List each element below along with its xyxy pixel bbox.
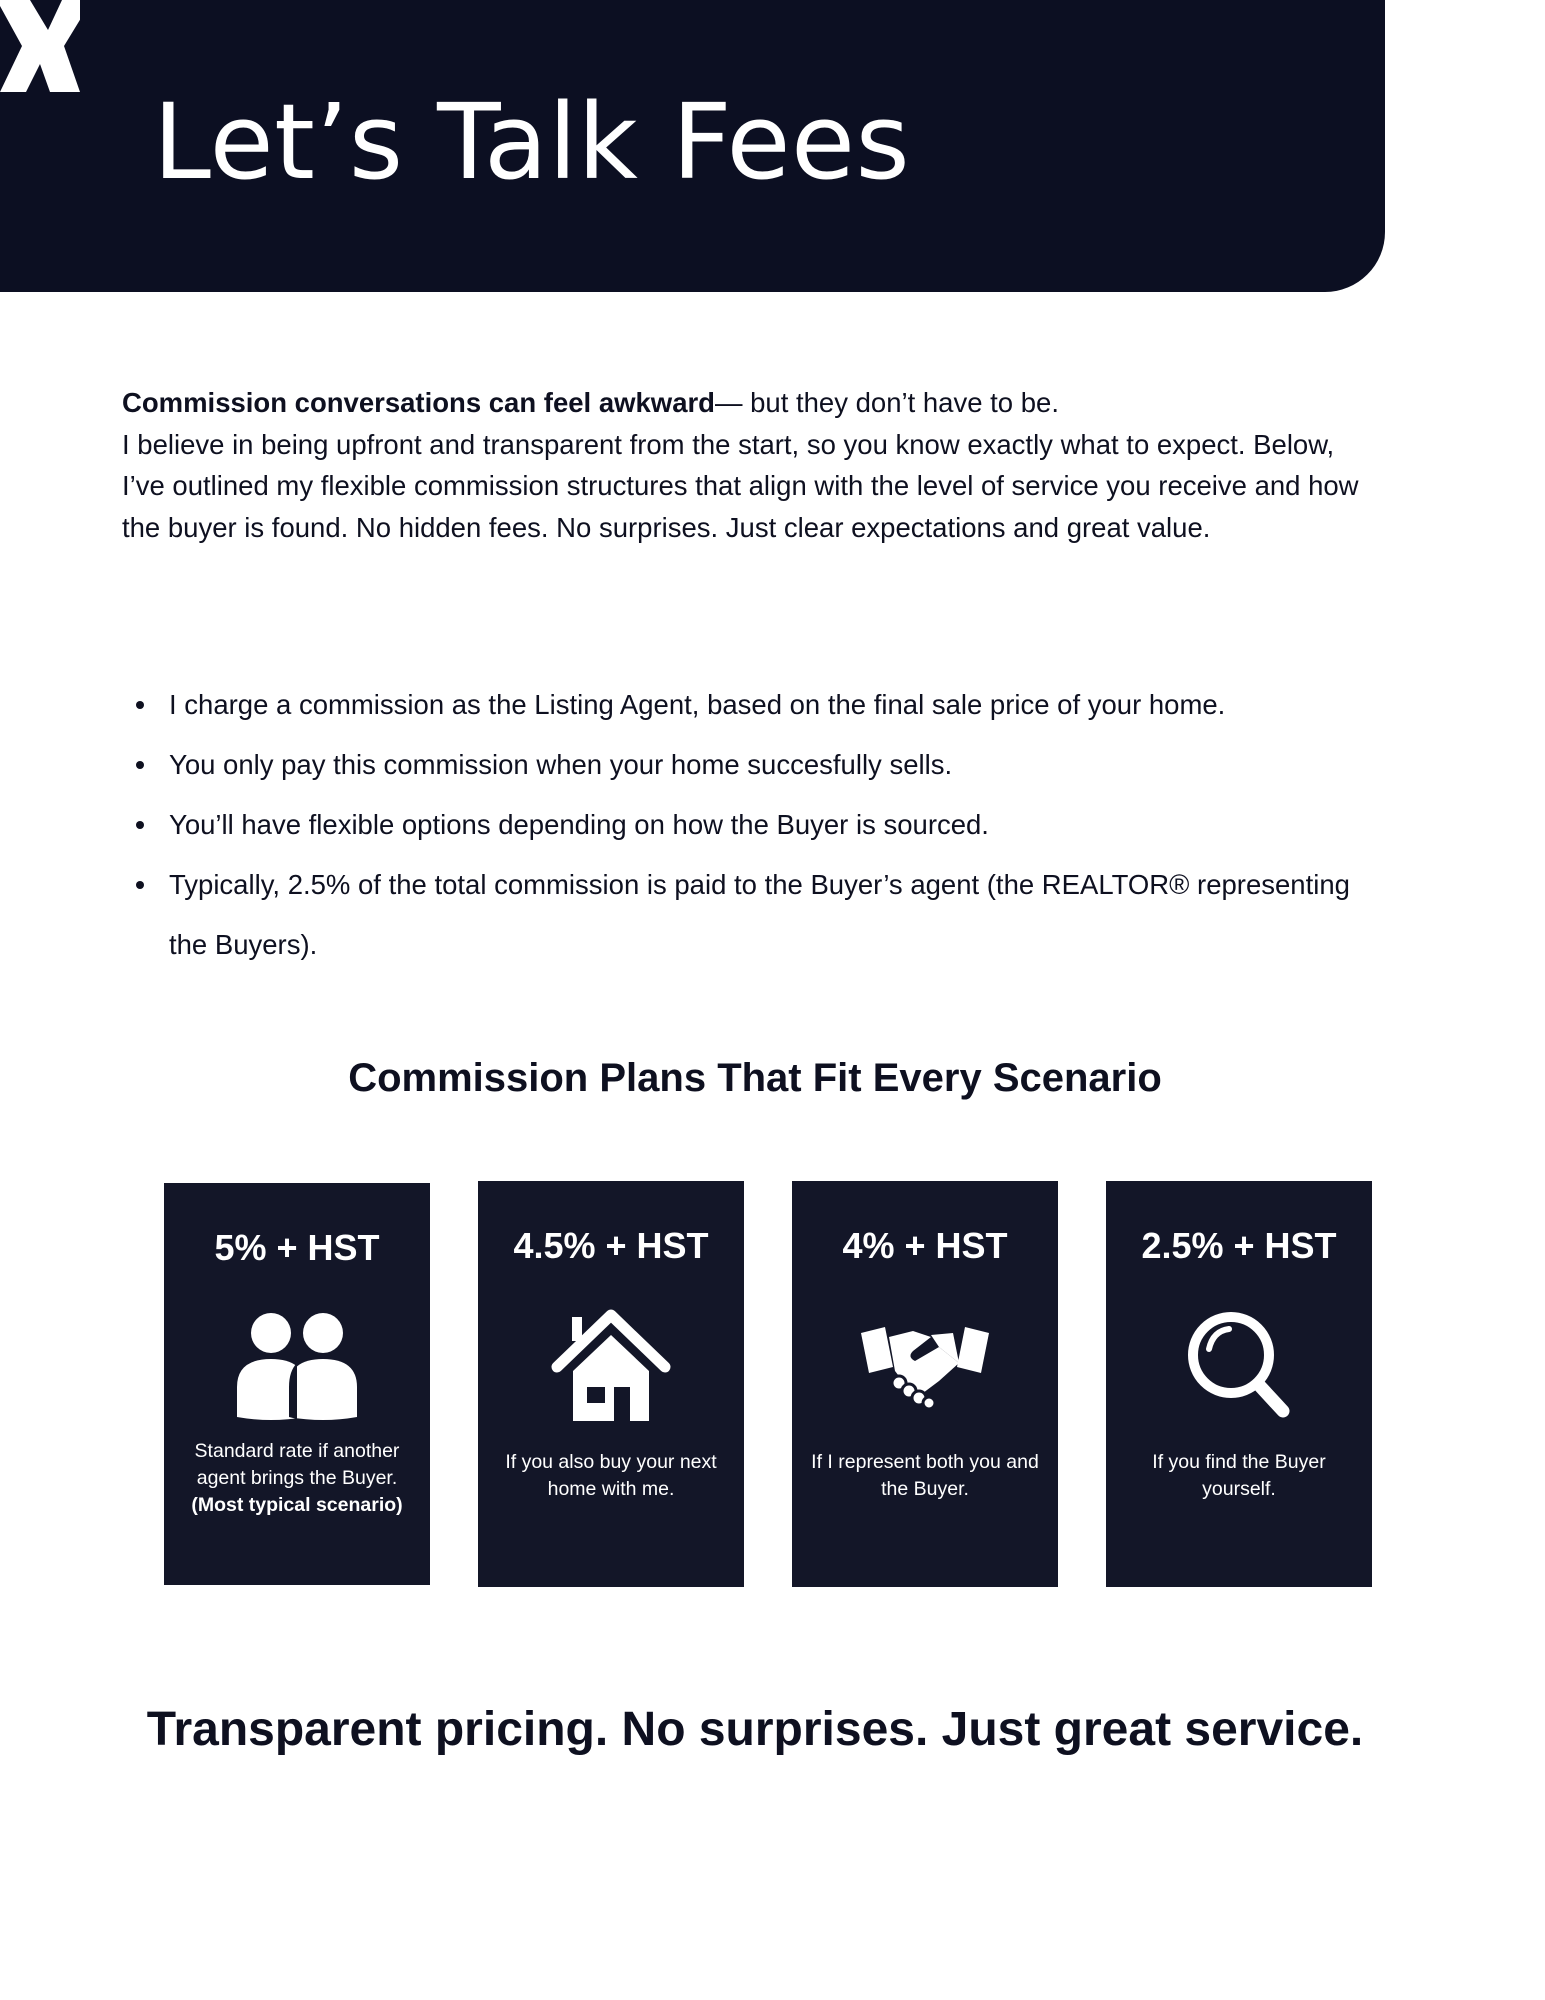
- house-icon: [541, 1305, 681, 1421]
- plan-card-self-found-buyer: [1106, 1181, 1372, 1587]
- bullet-dot: [136, 881, 144, 889]
- page-title: Let’s Talk Fees: [153, 81, 911, 203]
- bullet-text: I charge a commission as the Listing Agent, based on the final sale price of your home.: [169, 689, 1226, 720]
- plan-description: [802, 1449, 1048, 1503]
- bullet-dot: [136, 701, 144, 709]
- plans-heading: Commission Plans That Fit Every Scenario: [348, 1056, 1162, 1100]
- plan-desc-text: If you also buy your next home with me.: [505, 1451, 717, 1500]
- bullet-text: You only pay this commission when your home succesfully sells.: [169, 749, 953, 780]
- list-item: [122, 855, 1352, 975]
- plan-desc-text: If I represent both you and the Buyer.: [811, 1451, 1039, 1500]
- bullet-dot: [136, 821, 144, 829]
- header-banner: [0, 0, 1385, 292]
- handshake-icon: [855, 1305, 995, 1421]
- plan-rate: 4% + HST: [842, 1225, 1008, 1266]
- intro-paragraph: [122, 382, 1372, 548]
- list-item: [122, 675, 1352, 735]
- intro-lead-bold: Commission conversations can feel awkward: [122, 387, 715, 418]
- plan-description: [174, 1438, 420, 1519]
- intro-lead-rest: — but they don’t have to be.: [714, 387, 1059, 418]
- bullet-text: Typically, 2.5% of the total commission is paid to the Buyer’s agent (the REALTOR® representing the Buyers).: [169, 869, 1350, 960]
- list-item: [122, 735, 1352, 795]
- x-logo-icon: [0, 0, 80, 92]
- plan-rate: 5% + HST: [214, 1227, 380, 1268]
- people-icon: [227, 1307, 367, 1423]
- magnifier-icon: [1169, 1305, 1309, 1421]
- list-item: [122, 795, 1352, 855]
- closing-tagline: Transparent pricing. No surprises. Just great service.: [146, 1703, 1364, 1756]
- intro-body: I believe in being upfront and transparent from the start, so you know exactly what to expect. Below, I’ve outlined my flexible commission structures that align with the level of service you receive and how the buyer is found. No hidden fees. No surprises. Just clear expectations and great value.: [122, 428, 1359, 543]
- plan-card-buy-next-home: [478, 1181, 744, 1587]
- plan-desc-bold: (Most typical scenario): [191, 1494, 403, 1516]
- plan-description: [1116, 1449, 1362, 1503]
- bullet-dot: [136, 761, 144, 769]
- bullet-text: You’ll have flexible options depending on how the Buyer is sourced.: [169, 809, 989, 840]
- plan-desc-text: Standard rate if another agent brings the Buyer.: [194, 1440, 400, 1489]
- plan-rate: 2.5% + HST: [1141, 1225, 1337, 1266]
- plan-card-dual-representation: [792, 1181, 1058, 1587]
- plan-rate: 4.5% + HST: [513, 1225, 709, 1266]
- plan-card-standard: [164, 1183, 430, 1585]
- plan-desc-text: If you find the Buyer yourself.: [1152, 1451, 1326, 1500]
- plan-description: [488, 1449, 734, 1503]
- commission-bullet-list: [122, 675, 1352, 975]
